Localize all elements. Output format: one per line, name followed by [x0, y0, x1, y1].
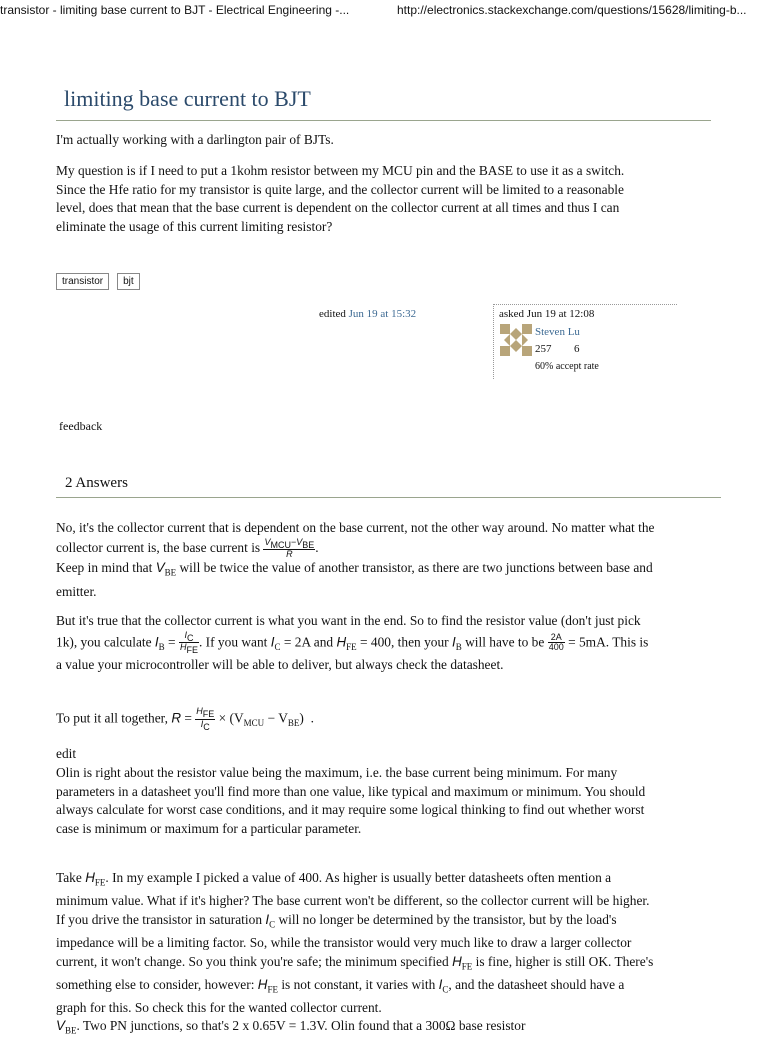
feedback-link[interactable]: feedback — [59, 419, 103, 433]
fraction-hfe-ic: $\frac{H_{FE}}{I_C}$ — [196, 706, 215, 732]
tab-title: transistor - limiting base current to BJT - Electrical Engineering -... — [0, 3, 350, 17]
fraction-ic-hfe: $\frac{I_C}{H_{FE}}$ — [179, 629, 198, 656]
fraction-2a-400: $\frac{2A}{400}$ — [548, 632, 564, 653]
question-body-p1: I'm actually working with a darlington pair of BJTs. — [56, 132, 334, 147]
answers-count-heading: 2 Answers — [65, 475, 128, 491]
answer-p4: Olin is right about the resistor value being the maximum, i.e. the base current being minimum. For many parameters in a datasheet you'll find more than one value, like typical and maximum or minimum. You should always calculate for worst case conditions, and it may require some logical thinking to find out whether worst case is minimum or maximum for a particular parameter. — [56, 765, 646, 836]
tag-list — [56, 271, 144, 290]
fraction-base-current: $\frac{V_{MCU}-V_{BE}}{R}$ — [264, 536, 315, 560]
answer-p5: Take $H_{FE}$. In my example I picked a value of 400. As higher is usually better datasheets often mention a minimum value. What if it's higher? The base current won't be different, so the collector current will be higher. If you drive the transistor in saturation $I_C$ will no longer be determined by the transistor, but by the load's impedance will be a limiting factor. So, while the transistor would very much like to draw a larger collector current, it won't change. So you think you're safe; the minimum specified $H_{FE}$ is fine, higher is still OK. There's something else to consider, however: $H_{FE}$ is not constant, it varies with $I_C$, and the datasheet should have a graph for this. So check this for the wanted collector current. — [56, 870, 654, 1016]
browser-header — [0, 0, 768, 22]
question-title[interactable]: limiting base current to BJT — [64, 86, 311, 111]
user-reputation: 257 — [535, 343, 552, 355]
answer-p6: $V_{BE}$. Two PN junctions, so that's 2 x 0.65V = 1.3V. Olin found that a 300Ω base resistor — [56, 1018, 526, 1036]
asked-time: asked Jun 19 at 12:08 — [499, 308, 595, 320]
user-avatar-icon[interactable] — [500, 324, 532, 356]
answer-p1-text: No, it's the collector current that is dependent on the base current, not the other way around. No matter what the collector current is, the base current is — [56, 520, 655, 555]
tag-bjt[interactable]: bjt — [117, 273, 140, 290]
tag-transistor[interactable]: transistor — [56, 273, 109, 290]
answer-p1c-text: will be twice the value of another transistor, as there are two junctions between base and emitter. — [56, 560, 653, 599]
user-name-link[interactable]: Steven Lu — [535, 326, 580, 338]
edited-time-link[interactable]: Jun 19 at 15:32 — [348, 308, 417, 320]
answers-divider — [56, 497, 721, 498]
title-divider — [56, 120, 711, 121]
answer-p1: No, it's the collector current that is dependent on the base current, not the other way around. No matter what the collector current is, the base current is $\frac{V_{MCU}-V_{BE}}{R}$ . Keep in mind that $V_{BE}$ will be twice the value of another transistor, as there are two junctions between base and emitter. — [56, 520, 655, 599]
question-body-p2: My question is if I need to put a 1kohm resistor between my MCU pin and the BASE to use it as a switch. Since the Hfe ratio for my transistor is quite large, and the collector current will be limited to a reasonable level, does that mean that the base current is dependent on the collector current at all times and thus I can eliminate the usage of this current limiting resistor? — [56, 163, 625, 234]
edit-label: edit — [56, 746, 77, 761]
page-url[interactable]: http://electronics.stackexchange.com/questions/15628/limiting-b... — [397, 3, 747, 17]
answer-p3: To put it all together, R = $\frac{H_{FE}}{I_C}$ × $(V_{MCU} - V_{BE})$ . — [56, 706, 314, 732]
user-badge-count: 6 — [574, 343, 580, 355]
edited-label: edited — [319, 308, 346, 320]
edited-info — [319, 308, 416, 320]
answer-p1b-text: Keep in mind that — [56, 560, 153, 576]
answer-p2: But it's true that the collector current is what you want in the end. So to find the resistor value (don't just pick 1k), you calculate $I_B$ = $\frac{I_C}{H_{FE}}$ . If you want $I_C = 2A$ and $H_{FE} = 400$, then your $I_B$ will have to be $\frac{2A}{400}$ = 5mA. This is a value your microcontroller will be able to deliver, but always check the datasheet. — [56, 613, 649, 673]
accept-rate: 60% accept rate — [535, 361, 599, 372]
